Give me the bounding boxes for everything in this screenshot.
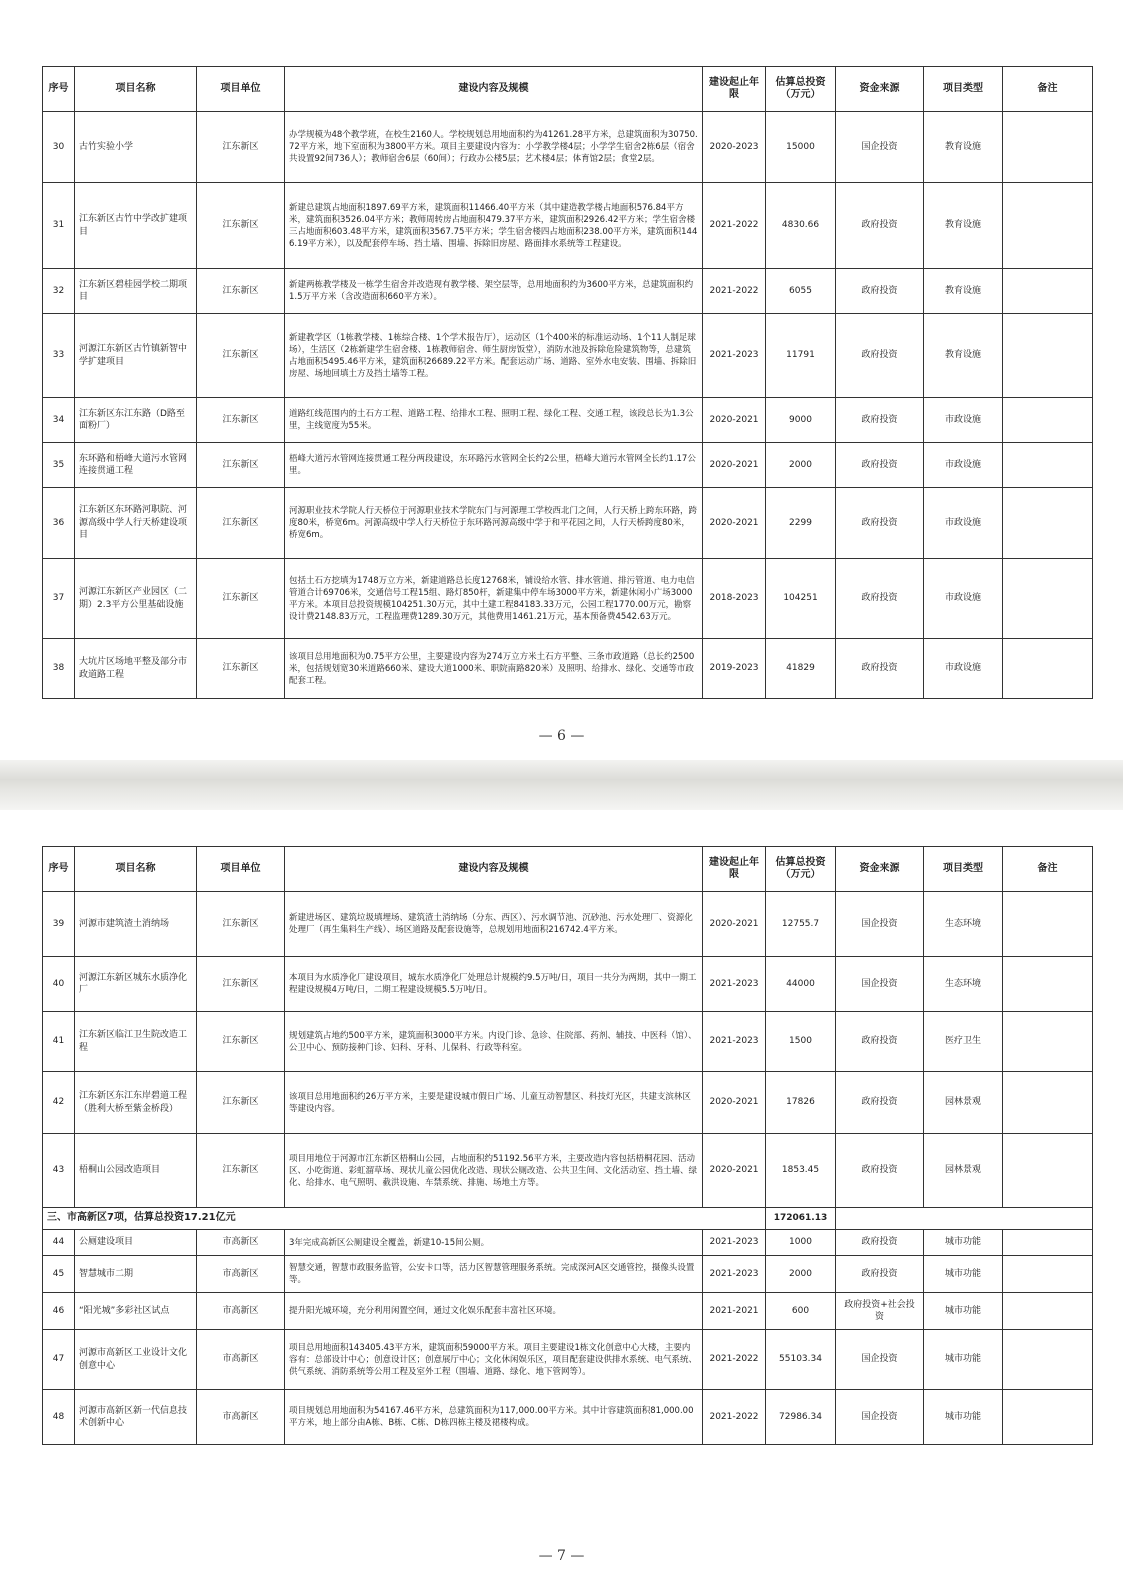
table-row — [43, 639, 1093, 699]
section-investment: 172061.13 — [766, 1208, 836, 1230]
cell-name: 江东新区碧桂园学校二期项目 — [75, 269, 197, 314]
table-row — [43, 1134, 1093, 1208]
table-row — [43, 1072, 1093, 1134]
cell-investment: 72986.34 — [766, 1390, 836, 1445]
cell-content: 项目总用地面积143405.43平方米，建筑面积59000平方米。项目主要建设1栋文化创意中心大楼，主要内容有：总部设计中心；创意设计区；创意展厅中心；文化休闲娱乐区，项目配套建设供排水系统、电气系统、供气系统、消防系统等公用工程及室外工程（围墙、道路、绿化、地下管网等）。 — [285, 1330, 703, 1390]
cell-funding: 国企投资 — [836, 1390, 924, 1445]
header-investment: 估算总投资（万元） — [766, 847, 836, 892]
cell-type: 园林景观 — [924, 1072, 1003, 1134]
cell-remark — [1003, 314, 1093, 398]
cell-unit: 江东新区 — [197, 1134, 285, 1208]
cell-name: 古竹实验小学 — [75, 112, 197, 183]
cell-period: 2021-2023 — [703, 1256, 766, 1293]
cell-remark — [1003, 1230, 1093, 1256]
cell-name: 河源江东新区城东水质净化厂 — [75, 957, 197, 1012]
cell-remark — [1003, 1293, 1093, 1330]
cell-seq: 38 — [43, 639, 75, 699]
cell-name: 河源市高新区新一代信息技术创新中心 — [75, 1390, 197, 1445]
cell-name: 河源市建筑渣土消纳场 — [75, 892, 197, 957]
cell-name: 江东新区东环路河职院、河源高级中学人行天桥建设项目 — [75, 488, 197, 559]
project-table-page-6 — [42, 66, 1093, 699]
cell-type: 城市功能 — [924, 1230, 1003, 1256]
cell-funding: 政府投资 — [836, 639, 924, 699]
header-funding: 资金来源 — [836, 847, 924, 892]
table-row — [43, 488, 1093, 559]
table-row — [43, 1256, 1093, 1293]
document-page-7 — [0, 810, 1123, 1588]
cell-investment: 104251 — [766, 559, 836, 639]
cell-funding: 政府投资 — [836, 1012, 924, 1072]
table-header-row — [43, 847, 1093, 892]
cell-seq: 40 — [43, 957, 75, 1012]
table-row — [43, 1390, 1093, 1445]
cell-unit: 江东新区 — [197, 443, 285, 488]
cell-name: 江东新区古竹中学改扩建项目 — [75, 183, 197, 269]
header-type: 项目类型 — [924, 67, 1003, 112]
header-content: 建设内容及规模 — [285, 67, 703, 112]
cell-type: 园林景观 — [924, 1134, 1003, 1208]
cell-funding: 国企投资 — [836, 112, 924, 183]
cell-unit: 市高新区 — [197, 1330, 285, 1390]
cell-content: 河源职业技术学院人行天桥位于河源职业技术学院东门与河源理工学校西北门之间，人行天桥上跨东环路，跨度80米，桥宽6m。河源高级中学人行天桥位于东环路河源高级中学于和平花园之间，人行天桥跨度80米，桥宽6m。 — [285, 488, 703, 559]
table-row — [43, 1012, 1093, 1072]
cell-content: 项目规划总用地面积为54167.46平方米，总建筑面积为117,000.00平方米。其中计容建筑面积81,000.00平方米，地上部分由A栋、B栋、C栋、D栋四栋主楼及裙楼构成。 — [285, 1390, 703, 1445]
cell-period: 2021-2023 — [703, 1230, 766, 1256]
table-row — [43, 1330, 1093, 1390]
cell-seq: 33 — [43, 314, 75, 398]
header-funding: 资金来源 — [836, 67, 924, 112]
cell-unit: 江东新区 — [197, 1012, 285, 1072]
cell-remark — [1003, 892, 1093, 957]
cell-investment: 11791 — [766, 314, 836, 398]
cell-unit: 市高新区 — [197, 1256, 285, 1293]
table-row — [43, 269, 1093, 314]
table-row — [43, 443, 1093, 488]
cell-seq: 47 — [43, 1330, 75, 1390]
cell-type: 医疗卫生 — [924, 1012, 1003, 1072]
cell-remark — [1003, 488, 1093, 559]
cell-type: 城市功能 — [924, 1330, 1003, 1390]
header-seq: 序号 — [43, 847, 75, 892]
cell-content: 新建进场区、建筑垃圾填埋场、建筑渣土消纳场（分东、西区）、污水调节池、沉砂池、污水处理厂、资源化处理厂（再生集料生产线）、场区道路及配套设施等，总规划用地面积216742.4平方米。 — [285, 892, 703, 957]
cell-seq: 30 — [43, 112, 75, 183]
page-separator — [0, 760, 1123, 810]
header-type: 项目类型 — [924, 847, 1003, 892]
cell-funding: 政府投资+社会投资 — [836, 1293, 924, 1330]
table-row — [43, 314, 1093, 398]
cell-funding: 政府投资 — [836, 1256, 924, 1293]
cell-unit: 市高新区 — [197, 1230, 285, 1256]
cell-funding: 政府投资 — [836, 443, 924, 488]
cell-unit: 江东新区 — [197, 488, 285, 559]
header-investment: 估算总投资（万元） — [766, 67, 836, 112]
cell-period: 2020-2021 — [703, 488, 766, 559]
cell-name: 梧桐山公园改造项目 — [75, 1134, 197, 1208]
cell-remark — [1003, 1072, 1093, 1134]
cell-period: 2020-2023 — [703, 112, 766, 183]
cell-period: 2020-2021 — [703, 443, 766, 488]
cell-type: 教育设施 — [924, 183, 1003, 269]
project-table-page-7 — [42, 846, 1093, 1445]
cell-unit: 江东新区 — [197, 892, 285, 957]
cell-period: 2020-2021 — [703, 398, 766, 443]
cell-period: 2021-2022 — [703, 1390, 766, 1445]
cell-investment: 4830.66 — [766, 183, 836, 269]
cell-type: 市政设施 — [924, 443, 1003, 488]
cell-period: 2021-2023 — [703, 314, 766, 398]
cell-type: 教育设施 — [924, 269, 1003, 314]
cell-seq: 45 — [43, 1256, 75, 1293]
cell-seq: 31 — [43, 183, 75, 269]
cell-content: 3年完成高新区公厕建设全覆盖，新建10-15间公厕。 — [285, 1230, 703, 1256]
cell-content: 梧峰大道污水管网连接贯通工程分两段建设，东环路污水管网全长约2公里，梧峰大道污水管网全长约1.17公里。 — [285, 443, 703, 488]
cell-funding: 政府投资 — [836, 488, 924, 559]
cell-unit: 江东新区 — [197, 112, 285, 183]
cell-seq: 35 — [43, 443, 75, 488]
cell-remark — [1003, 269, 1093, 314]
cell-funding: 政府投资 — [836, 559, 924, 639]
cell-content: 包括土石方挖填为1748万立方米，新建道路总长度12768米，铺设给水管、排水管道、排污管道、电力电信管道合计69706米，交通信号工程15组、路灯850杆，新建集中停车场3000平方米，新建休闲小广场3000平方米。本项目总投资规模104251.30万元，其中土建工程84183.33万元，公园工程1770.00万元，勘察设计费2148.83万元，工程监理费1289.30万元，其他费用1461.21万元，基本预备费4542.63万元。 — [285, 559, 703, 639]
cell-content: 本项目为水质净化厂建设项目，城东水质净化厂处理总计规模约9.5万吨/日，项目一共分为两期，其中一期工程建设规模4万吨/日，二期工程建设规模5.5万吨/日。 — [285, 957, 703, 1012]
cell-remark — [1003, 1012, 1093, 1072]
cell-name: 大坑片区场地平整及部分市政道路工程 — [75, 639, 197, 699]
cell-remark — [1003, 639, 1093, 699]
cell-investment: 44000 — [766, 957, 836, 1012]
cell-funding: 国企投资 — [836, 1330, 924, 1390]
header-seq: 序号 — [43, 67, 75, 112]
cell-remark — [1003, 1134, 1093, 1208]
cell-seq: 43 — [43, 1134, 75, 1208]
cell-remark — [1003, 443, 1093, 488]
cell-investment: 17826 — [766, 1072, 836, 1134]
cell-seq: 37 — [43, 559, 75, 639]
table-row — [43, 892, 1093, 957]
cell-period: 2020-2021 — [703, 1134, 766, 1208]
cell-period: 2021-2023 — [703, 1012, 766, 1072]
cell-remark — [1003, 398, 1093, 443]
cell-investment: 55103.34 — [766, 1330, 836, 1390]
cell-remark — [1003, 957, 1093, 1012]
table-row — [43, 398, 1093, 443]
section-empty-cell — [836, 1208, 1093, 1230]
cell-type: 市政设施 — [924, 559, 1003, 639]
cell-name: 东环路和梧峰大道污水管网连接贯通工程 — [75, 443, 197, 488]
page-number: — 6 — — [538, 728, 585, 744]
page-number: — 7 — — [538, 1548, 585, 1564]
cell-funding: 政府投资 — [836, 398, 924, 443]
cell-remark — [1003, 1330, 1093, 1390]
cell-unit: 市高新区 — [197, 1293, 285, 1330]
cell-remark — [1003, 112, 1093, 183]
cell-type: 城市功能 — [924, 1390, 1003, 1445]
section-row — [43, 1208, 1093, 1230]
cell-unit: 江东新区 — [197, 314, 285, 398]
cell-name: 江东新区东江东岸碧道工程（胜利大桥至紫金桥段） — [75, 1072, 197, 1134]
table-row — [43, 112, 1093, 183]
cell-seq: 48 — [43, 1390, 75, 1445]
cell-seq: 41 — [43, 1012, 75, 1072]
cell-content: 新建两栋教学楼及一栋学生宿舍并改造现有教学楼、架空层等，总用地面积约为3600平方米，总建筑面积约1.5万平方米（含改造面积660平方米）。 — [285, 269, 703, 314]
cell-investment: 1500 — [766, 1012, 836, 1072]
cell-name: 河源江东新区古竹镇新智中学扩建项目 — [75, 314, 197, 398]
cell-investment: 12755.7 — [766, 892, 836, 957]
cell-period: 2021-2023 — [703, 957, 766, 1012]
cell-funding: 政府投资 — [836, 183, 924, 269]
cell-unit: 江东新区 — [197, 957, 285, 1012]
header-period: 建设起止年限 — [703, 847, 766, 892]
cell-remark — [1003, 559, 1093, 639]
header-name: 项目名称 — [75, 847, 197, 892]
cell-type: 生态环境 — [924, 892, 1003, 957]
table-row — [43, 957, 1093, 1012]
cell-type: 城市功能 — [924, 1256, 1003, 1293]
cell-seq: 46 — [43, 1293, 75, 1330]
cell-name: 江东新区临江卫生院改造工程 — [75, 1012, 197, 1072]
cell-investment: 1853.45 — [766, 1134, 836, 1208]
cell-funding: 政府投资 — [836, 269, 924, 314]
cell-content: 该项目总用地面积为0.75平方公里，主要建设内容为274万立方米土石方平整、三条市政道路（总长约2500米，包括规划宽30米道路660米、建设大道1000米、职院南路820米）及照明、给排水、绿化、交通等市政配套工程。 — [285, 639, 703, 699]
cell-unit: 江东新区 — [197, 183, 285, 269]
header-remark: 备注 — [1003, 67, 1093, 112]
cell-investment: 600 — [766, 1293, 836, 1330]
cell-remark — [1003, 183, 1093, 269]
table-row — [43, 183, 1093, 269]
cell-unit: 江东新区 — [197, 639, 285, 699]
cell-investment: 41829 — [766, 639, 836, 699]
cell-period: 2019-2023 — [703, 639, 766, 699]
cell-seq: 32 — [43, 269, 75, 314]
cell-seq: 36 — [43, 488, 75, 559]
cell-period: 2021-2022 — [703, 1330, 766, 1390]
table-row — [43, 559, 1093, 639]
cell-content: 该项目总用地面积约26万平方米，主要是建设城市假日广场、儿童互动智慧区、科技灯光区，共建支滨林区等建设内容。 — [285, 1072, 703, 1134]
cell-type: 教育设施 — [924, 314, 1003, 398]
cell-name: “阳光城”多彩社区试点 — [75, 1293, 197, 1330]
cell-unit: 市高新区 — [197, 1390, 285, 1445]
cell-funding: 政府投资 — [836, 314, 924, 398]
cell-investment: 6055 — [766, 269, 836, 314]
cell-funding: 国企投资 — [836, 892, 924, 957]
cell-name: 河源江东新区产业园区（二期）2.3平方公里基础设施 — [75, 559, 197, 639]
cell-type: 教育设施 — [924, 112, 1003, 183]
cell-unit: 江东新区 — [197, 269, 285, 314]
table-header-row — [43, 67, 1093, 112]
section-title: 三、市高新区7项，估算总投资17.21亿元 — [43, 1208, 766, 1230]
cell-remark — [1003, 1256, 1093, 1293]
cell-period: 2021-2022 — [703, 269, 766, 314]
cell-funding: 政府投资 — [836, 1134, 924, 1208]
cell-name: 公厕建设项目 — [75, 1230, 197, 1256]
cell-investment: 9000 — [766, 398, 836, 443]
cell-unit: 江东新区 — [197, 398, 285, 443]
header-period: 建设起止年限 — [703, 67, 766, 112]
cell-seq: 34 — [43, 398, 75, 443]
header-remark: 备注 — [1003, 847, 1093, 892]
header-name: 项目名称 — [75, 67, 197, 112]
cell-content: 项目用地位于河源市江东新区梧桐山公园，占地面积约51192.56平方米，主要改造内容包括梧桐花园、活动区、小吃街道、彩虹溜草场、现状儿童公园优化改造、现状公厕改造、公共卫生间、文化活动室、挡土墙、绿化、给排水、电气照明、截洪设施、车禁系统、排施、场地土方等。 — [285, 1134, 703, 1208]
cell-content: 办学规模为48个教学班，在校生2160人。学校规划总用地面积约为41261.28平方米，总建筑面积为30750.72平方米，地下室面积为3800平方米。项目主要建设内容为：小学教学楼4层；小学学生宿舍2栋6层（宿舍共设置92间736人）；教师宿舍6层（60间）；行政办公楼5层；艺术楼4层；体育馆2层；食堂2层。 — [285, 112, 703, 183]
cell-seq: 39 — [43, 892, 75, 957]
cell-name: 江东新区东江东路（D路至面粉厂） — [75, 398, 197, 443]
cell-remark — [1003, 1390, 1093, 1445]
cell-type: 城市功能 — [924, 1293, 1003, 1330]
cell-seq: 42 — [43, 1072, 75, 1134]
cell-content: 智慧交通，智慧市政服务监管，公安卡口等，活力区智慧管理服务系统。完成深河A区交通管控，摄像头设置等。 — [285, 1256, 703, 1293]
cell-period: 2020-2021 — [703, 892, 766, 957]
cell-type: 生态环境 — [924, 957, 1003, 1012]
header-content: 建设内容及规模 — [285, 847, 703, 892]
cell-period: 2021-2021 — [703, 1293, 766, 1330]
cell-period: 2021-2022 — [703, 183, 766, 269]
cell-period: 2020-2021 — [703, 1072, 766, 1134]
cell-funding: 政府投资 — [836, 1072, 924, 1134]
header-unit: 项目单位 — [197, 67, 285, 112]
cell-content: 提升阳光城环境，充分利用闲置空间，通过文化娱乐配套丰富社区环境。 — [285, 1293, 703, 1330]
cell-period: 2018-2023 — [703, 559, 766, 639]
cell-type: 市政设施 — [924, 639, 1003, 699]
cell-content: 规划建筑占地约500平方米，建筑面积3000平方米。内设门诊、急诊、住院部、药剂、辅技、中医科（馆）、公卫中心、预防接种门诊、妇科、牙科、儿保科、行政等科室。 — [285, 1012, 703, 1072]
cell-content: 道路红线范围内的土石方工程、道路工程、给排水工程、照明工程、绿化工程、交通工程，该段总长为1.3公里，主线宽度为55米。 — [285, 398, 703, 443]
document-page-6 — [0, 0, 1123, 760]
cell-content: 新建总建筑占地面积1897.69平方米，建筑面积11466.40平方米（其中建造教学楼占地面积576.84平方米，建筑面积3526.04平方米；教师周转房占地面积479.37平方米，建筑面积2926.42平方米；学生宿舍楼三占地面积603.48平方米，建筑面积3567.75平方米；学生宿舍楼四占地面积238.00平方米，建筑面积1446.19平方米），以及配套停车场、挡土墙、围墙、拆除旧房屋、路面排水系统等工程建设。 — [285, 183, 703, 269]
header-unit: 项目单位 — [197, 847, 285, 892]
table-row — [43, 1293, 1093, 1330]
cell-investment: 2000 — [766, 1256, 836, 1293]
cell-funding: 政府投资 — [836, 1230, 924, 1256]
cell-investment: 1000 — [766, 1230, 836, 1256]
cell-name: 河源市高新区工业设计文化创意中心 — [75, 1330, 197, 1390]
cell-type: 市政设施 — [924, 488, 1003, 559]
cell-investment: 2299 — [766, 488, 836, 559]
cell-unit: 江东新区 — [197, 1072, 285, 1134]
cell-type: 市政设施 — [924, 398, 1003, 443]
cell-seq: 44 — [43, 1230, 75, 1256]
table-row — [43, 1230, 1093, 1256]
cell-name: 智慧城市二期 — [75, 1256, 197, 1293]
cell-unit: 江东新区 — [197, 559, 285, 639]
cell-content: 新建教学区（1栋教学楼、1栋综合楼、1个学术报告厅），运动区（1个400米的标准运动场、1个11人制足球场），生活区（2栋新建学生宿舍楼、1栋教师宿舍、师生厨房饭堂），消防水池及拆除危险建筑物等，总建筑占地面积5495.46平方米，建筑面积26689.22平方米。配套运动广场、道路、室外水电安装、围墙、拆除旧房屋、场地回填土方及挡土墙等工程。 — [285, 314, 703, 398]
cell-investment: 15000 — [766, 112, 836, 183]
cell-funding: 国企投资 — [836, 957, 924, 1012]
cell-investment: 2000 — [766, 443, 836, 488]
